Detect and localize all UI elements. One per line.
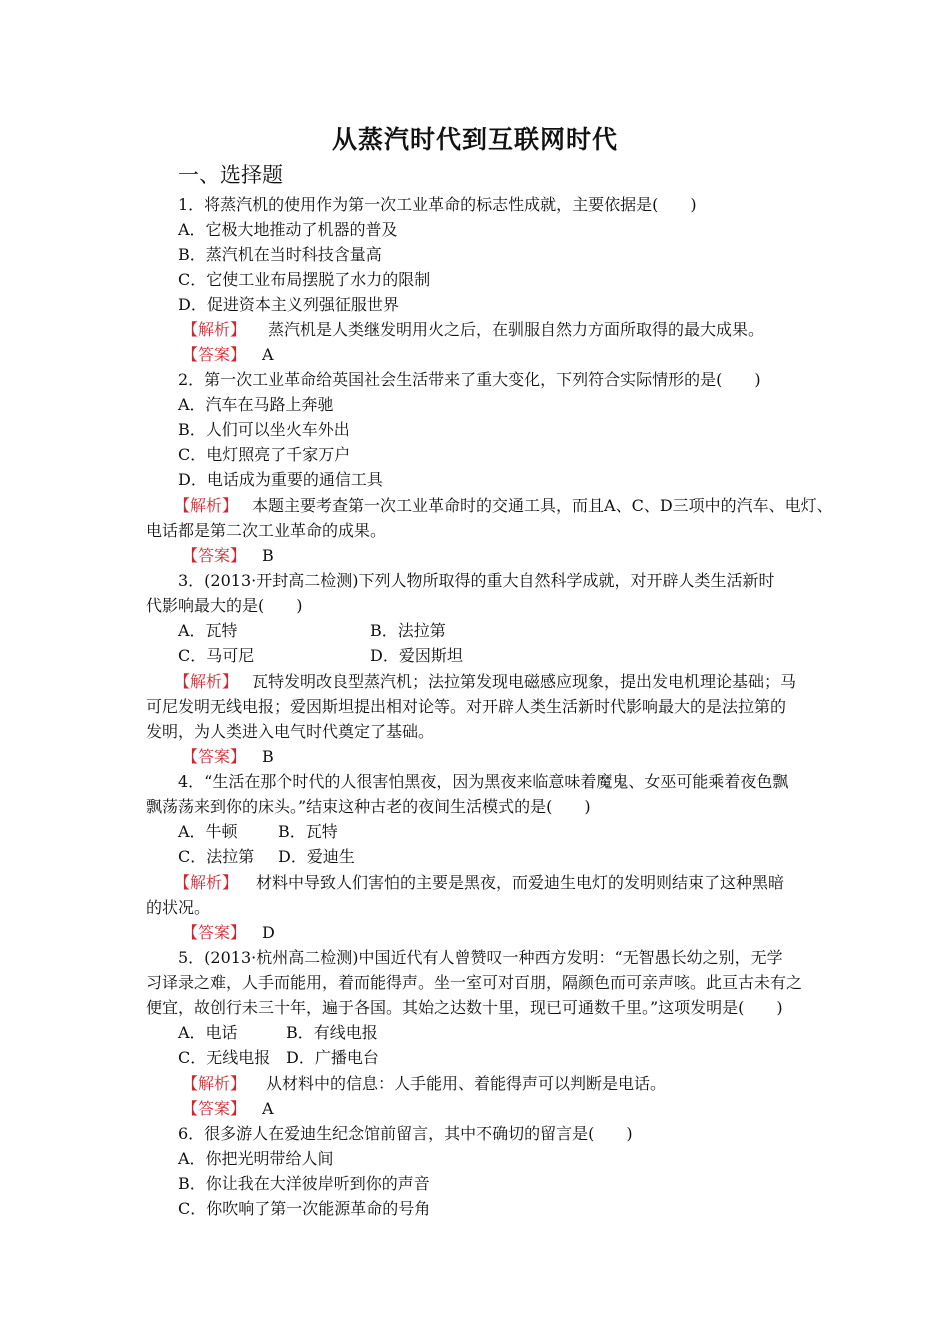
q1-answer: [182, 342, 274, 367]
q4-stem-cont: 飘荡荡来到你的床头。”结束这种古老的夜间生活模式的是( ): [146, 797, 591, 816]
q4-option-a: A．牛顿: [178, 822, 238, 841]
q2-analysis: [174, 493, 833, 518]
q1-answer-value: A: [262, 345, 274, 364]
q3-option-b: B．法拉第: [370, 621, 446, 640]
q2-answer: [182, 543, 274, 568]
q4-analysis: [174, 870, 784, 895]
answer-label: 【答案】: [182, 923, 247, 942]
q2-analysis-cont: 电话都是第二次工业革命的成果。: [146, 521, 387, 540]
q3-analysis-text: 瓦特发明改良型蒸汽机；法拉第发现电磁感应现象，提出发电机理论基础；马: [252, 672, 797, 691]
answer-label: 【答案】: [182, 546, 247, 565]
q4-analysis-text: 材料中导致人们害怕的主要是黑夜，而爱迪生电灯的发明则结束了这种黑暗: [256, 873, 785, 892]
q4-answer-value: D: [262, 923, 275, 942]
q5-answer-value: A: [262, 1099, 274, 1118]
answer-label: 【答案】: [182, 1099, 247, 1118]
section-heading: 一、选择题: [178, 163, 283, 187]
q6-option-c: C．你吹响了第一次能源革命的号角: [178, 1199, 431, 1218]
analysis-label: 【解析】: [182, 1074, 247, 1093]
q4-answer: [182, 920, 275, 945]
q3-option-d: D．爱因斯坦: [370, 646, 463, 665]
q3-stem: 3．(2013·开封高二检测)下列人物所取得的重大自然科学成就，对开辟人类生活新时: [178, 571, 775, 590]
analysis-label: 【解析】: [182, 320, 247, 339]
q4-stem: 4．“生活在那个时代的人很害怕黑夜，因为黑夜来临意味着魔鬼、女巫可能乘着夜色飘: [178, 772, 789, 791]
q5-option-c: C．无线电报: [178, 1048, 271, 1067]
q1-analysis-text: 蒸汽机是人类继发明用火之后，在驯服自然力方面所取得的最大成果。: [268, 320, 765, 339]
q5-answer: [182, 1096, 274, 1121]
q6-option-a: A．你把光明带给人间: [178, 1149, 334, 1168]
q2-option-c: C．电灯照亮了千家万户: [178, 445, 351, 464]
q3-option-a: A．瓦特: [178, 621, 238, 640]
answer-label: 【答案】: [182, 747, 247, 766]
q1-option-c: C．它使工业布局摆脱了水力的限制: [178, 270, 431, 289]
q1-stem: 1．将蒸汽机的使用作为第一次工业革命的标志性成就，主要依据是( ): [178, 195, 697, 214]
analysis-label: 【解析】: [174, 496, 239, 515]
q3-stem-cont: 代影响最大的是( ): [146, 596, 303, 615]
q4-option-b: B．瓦特: [278, 822, 338, 841]
q5-stem-cont-2: 便宜，故创行未三十年，遍于各国。其始之达数十里，现已可通数千里。”这项发明是( ): [146, 998, 783, 1017]
analysis-label: 【解析】: [174, 873, 239, 892]
q5-option-b: B．有线电报: [286, 1023, 378, 1042]
analysis-label: 【解析】: [174, 672, 239, 691]
q6-stem: 6．很多游人在爱迪生纪念馆前留言，其中不确切的留言是( ): [178, 1124, 633, 1143]
q3-analysis-cont: 可尼发明无线电报；爱因斯坦提出相对论等。对开辟人类生活新时代影响最大的是法拉第的: [146, 697, 787, 716]
q4-analysis-cont: 的状况。: [146, 898, 211, 917]
q5-option-a: A．电话: [178, 1023, 238, 1042]
page-title: 从蒸汽时代到互联网时代: [331, 125, 618, 154]
q3-option-c: C．马可尼: [178, 646, 255, 665]
q3-answer: [182, 744, 274, 769]
q5-stem: 5．(2013·杭州高二检测)中国近代有人曾赞叹一种西方发明：“无智愚长幼之别，无学: [178, 948, 783, 967]
q2-analysis-text: 本题主要考查第一次工业革命时的交通工具，而且A、C、D三项中的汽车、电灯、: [252, 496, 833, 515]
q3-analysis-cont-2: 发明，为人类进入电气时代奠定了基础。: [146, 722, 435, 741]
q2-option-b: B．人们可以坐火车外出: [178, 420, 350, 439]
q5-analysis-text: 从材料中的信息：人手能用、着能得声可以判断是电话。: [266, 1074, 667, 1093]
q5-stem-cont: 习译录之难，人手而能用，着而能得声。坐一室可对百朋，隔颜色而可亲声咳。此亘古未有之: [146, 973, 803, 992]
q2-option-a: A．汽车在马路上奔驰: [178, 395, 334, 414]
q6-option-b: B．你让我在大洋彼岸听到你的声音: [178, 1174, 430, 1193]
q2-answer-value: B: [262, 546, 274, 565]
q1-option-b: B．蒸汽机在当时科技含量高: [178, 245, 382, 264]
q3-analysis: [174, 669, 796, 694]
q4-option-c: C．法拉第: [178, 847, 255, 866]
q1-analysis: [182, 317, 764, 342]
q1-option-a: A．它极大地推动了机器的普及: [178, 220, 398, 239]
q4-option-d: D．爱迪生: [278, 847, 355, 866]
answer-label: 【答案】: [182, 345, 247, 364]
q1-option-d: D．促进资本主义列强征服世界: [178, 295, 399, 314]
q2-option-d: D．电话成为重要的通信工具: [178, 470, 383, 489]
q5-analysis: [182, 1071, 666, 1096]
q3-answer-value: B: [262, 747, 274, 766]
q2-stem: 2．第一次工业革命给英国社会生活带来了重大变化，下列符合实际情形的是( ): [178, 370, 761, 389]
q5-option-d: D．广播电台: [286, 1048, 379, 1067]
